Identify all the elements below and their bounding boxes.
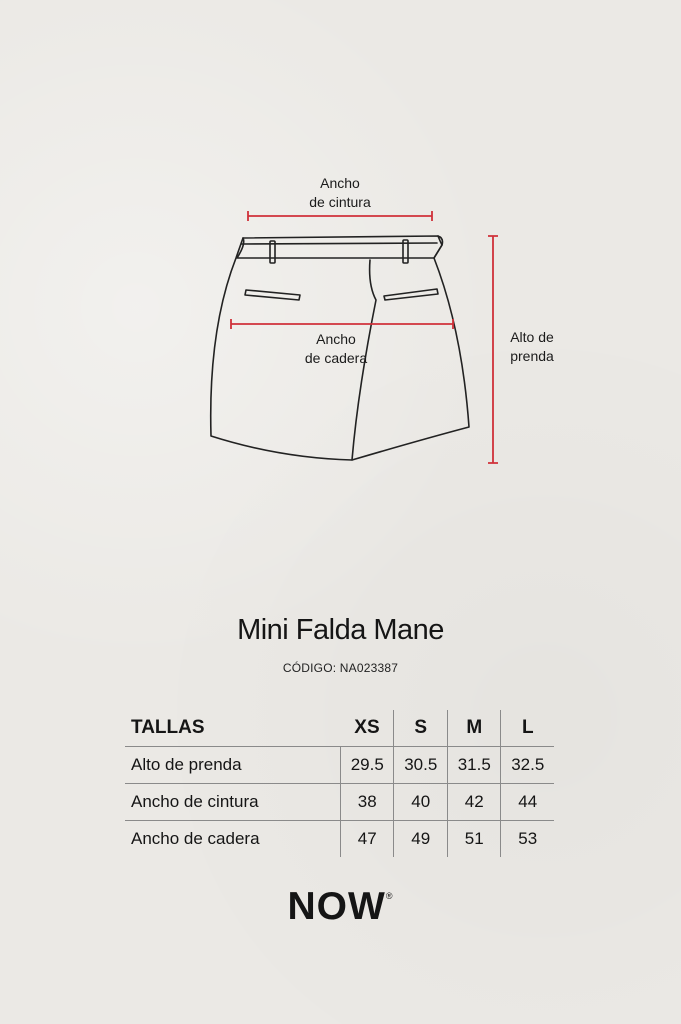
size-header-xs: XS bbox=[354, 717, 380, 738]
waist-measure-label bbox=[290, 174, 390, 212]
length-measure-label bbox=[500, 328, 564, 366]
row-label: Ancho de cintura bbox=[125, 784, 340, 821]
table-cell: 44 bbox=[501, 784, 554, 821]
hip-measure-line bbox=[231, 319, 453, 329]
pocket-right bbox=[384, 289, 438, 300]
table-cell: 49 bbox=[394, 821, 448, 858]
brand-logo bbox=[0, 885, 681, 929]
table-cell: 53 bbox=[501, 821, 554, 858]
table-row bbox=[125, 821, 554, 858]
table-cell: 31.5 bbox=[447, 747, 501, 784]
brand-name: NOW bbox=[287, 885, 386, 928]
size-table-header-row bbox=[125, 710, 554, 747]
hip-measure-label bbox=[286, 330, 386, 368]
table-cell: 32.5 bbox=[501, 747, 554, 784]
table-row bbox=[125, 784, 554, 821]
waist-measure-line bbox=[248, 211, 432, 221]
hip-label-line2: de cadera bbox=[304, 350, 368, 366]
size-header-l: L bbox=[501, 710, 554, 747]
table-cell: 47 bbox=[340, 821, 394, 858]
product-code: CÓDIGO: NA023387 bbox=[282, 661, 399, 675]
waistband bbox=[237, 236, 442, 258]
length-measure-line bbox=[488, 236, 498, 463]
table-row bbox=[125, 747, 554, 784]
waist-label-line2: de cintura bbox=[309, 194, 371, 210]
table-cell: 30.5 bbox=[394, 747, 448, 784]
table-cell: 42 bbox=[447, 784, 501, 821]
table-cell: 29.5 bbox=[340, 747, 394, 784]
sizes-header: TALLAS bbox=[131, 717, 205, 738]
waist-label-line1: Ancho bbox=[320, 175, 360, 191]
table-cell: 51 bbox=[447, 821, 501, 858]
size-table bbox=[125, 710, 554, 857]
hip-label-line1: Ancho bbox=[316, 331, 356, 347]
length-label-line1: Alto de bbox=[510, 329, 554, 345]
pocket-left bbox=[245, 290, 300, 300]
product-title: Mini Falda Mane bbox=[237, 614, 444, 646]
size-header-m: M bbox=[447, 710, 501, 747]
table-cell: 38 bbox=[340, 784, 394, 821]
table-cell: 40 bbox=[394, 784, 448, 821]
registered-mark: ® bbox=[385, 891, 394, 901]
row-label: Alto de prenda bbox=[125, 747, 340, 784]
length-label-line2: prenda bbox=[510, 348, 554, 364]
row-label: Ancho de cadera bbox=[125, 821, 340, 858]
size-header-s: S bbox=[394, 710, 448, 747]
